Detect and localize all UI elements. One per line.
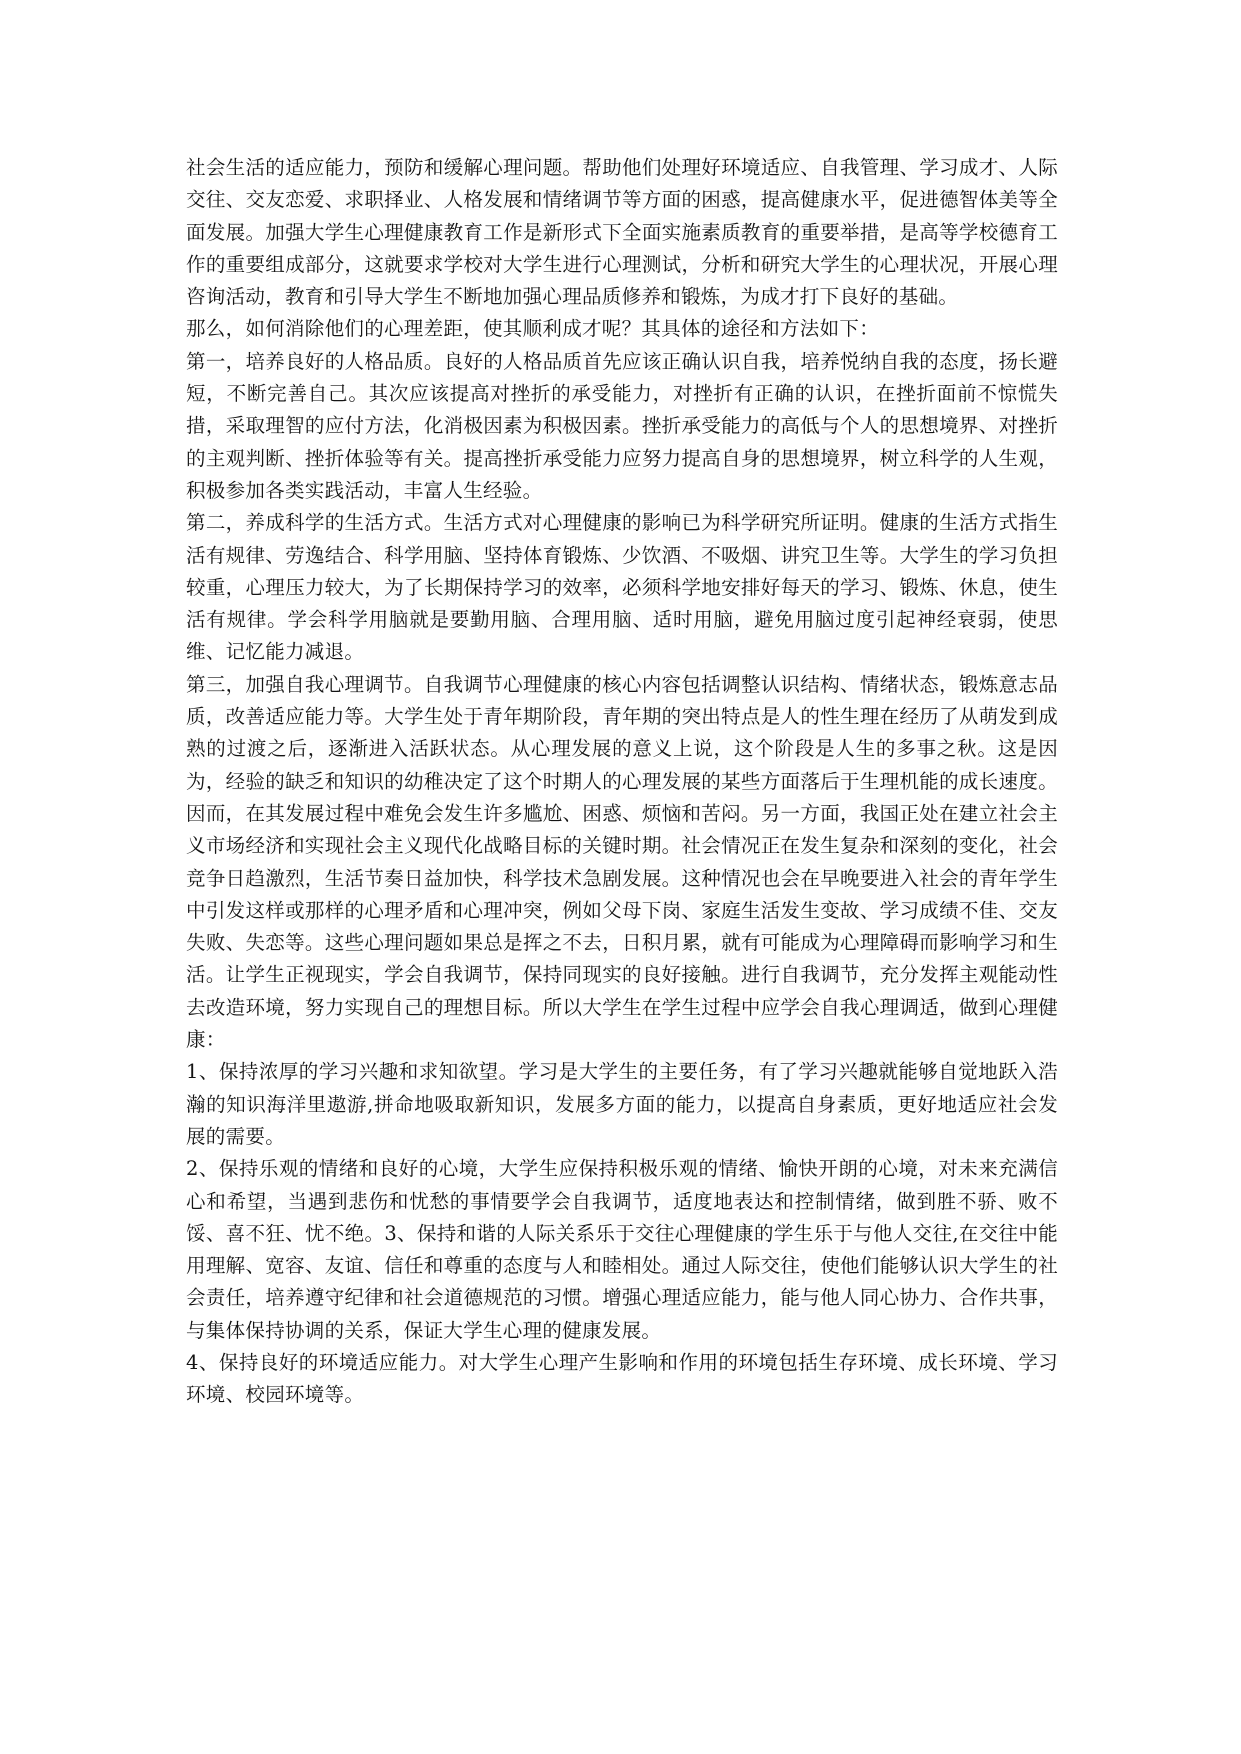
body-text (186, 152, 1058, 1412)
paragraph-item-2-3: 2、保持乐观的情绪和良好的心境，大学生应保持积极乐观的情绪、愉快开朗的心境，对未来充满信心和希望，当遇到悲伤和忧愁的事情要学会自我调节，适度地表达和控制情绪，做到胜不骄、败不馁、喜不狂、忧不绝。3、保持和谐的人际关系乐于交往心理健康的学生乐于与他人交往,在交往中能用理解、宽容、友谊、信任和尊重的态度与人和睦相处。通过人际交往，使他们能够认识大学生的社会责任，培养遵守纪律和社会道德规范的习惯。增强心理适应能力，能与他人同心协力、合作共事，与集体保持协调的关系，保证大学生心理的健康发展。 (186, 1157, 1058, 1342)
paragraph-first: 第一，培养良好的人格品质。良好的人格品质首先应该正确认识自我，培养悦纳自我的态度，扬长避短，不断完善自己。其次应该提高对挫折的承受能力，对挫折有正确的认识，在挫折面前不惊慌失措，采取理智的应付方法，化消极因素为积极因素。挫折承受能力的高低与个人的思想境界、对挫折的主观判断、挫折体验等有关。提高挫折承受能力应努力提高自身的思想境界，树立科学的人生观，积极参加各类实践活动，丰富人生经验。 (186, 349, 1058, 502)
paragraph-question: 那么，如何消除他们的心理差距，使其顺利成才呢？其具体的途径和方法如下： (186, 317, 880, 341)
paragraph-intro: 社会生活的适应能力，预防和缓解心理问题。帮助他们处理好环境适应、自我管理、学习成才、人际交往、交友恋爱、求职择业、人格发展和情绪调节等方面的困惑，提高健康水平，促进德智体美等全面发展。加强大学生心理健康教育工作是新形式下全面实施素质教育的重要举措，是高等学校德育工作的重要组成部分，这就要求学校对大学生进行心理测试，分析和研究大学生的心理状况，开展心理咨询活动，教育和引导大学生不断地加强心理品质修养和锻炼，为成才打下良好的基础。 (186, 156, 1058, 309)
paragraph-second: 第二，养成科学的生活方式。生活方式对心理健康的影响已为科学研究所证明。健康的生活方式指生活有规律、劳逸结合、科学用脑、坚持体育锻炼、少饮酒、不吸烟、讲究卫生等。大学生的学习负担较重，心理压力较大，为了长期保持学习的效率，必须科学地安排好每天的学习、锻炼、休息，使生活有规律。学会科学用脑就是要勤用脑、合理用脑、适时用脑，避免用脑过度引起神经衰弱，使思维、记忆能力减退。 (186, 511, 1058, 664)
paragraph-third: 第三，加强自我心理调节。自我调节心理健康的核心内容包括调整认识结构、情绪状态，锻炼意志品质，改善适应能力等。大学生处于青年期阶段，青年期的突出特点是人的性生理在经历了从萌发到成熟的过渡之后，逐渐进入活跃状态。从心理发展的意义上说，这个阶段是人生的多事之秋。这是因为，经验的缺乏和知识的幼稚决定了这个时期人的心理发展的某些方面落后于生理机能的成长速度。因而，在其发展过程中难免会发生许多尴尬、困惑、烦恼和苦闷。另一方面，我国正处在建立社会主义市场经济和实现社会主义现代化战略目标的关键时期。社会情况正在发生复杂和深刻的变化，社会竞争日趋激烈，生活节奏日益加快，科学技术急剧发展。这种情况也会在早晚要进入社会的青年学生中引发这样或那样的心理矛盾和心理冲突，例如父母下岗、家庭生活发生变故、学习成绩不佳、交友失败、失恋等。这些心理问题如果总是挥之不去，日积月累，就有可能成为心理障碍而影响学习和生活。让学生正视现实，学会自我调节，保持同现实的良好接触。进行自我调节，充分发挥主观能动性去改造环境，努力实现自己的理想目标。所以大学生在学生过程中应学会自我心理调适，做到心理健康： (186, 672, 1058, 1052)
paragraph-item-4: 4、保持良好的环境适应能力。对大学生心理产生影响和作用的环境包括生存环境、成长环境、学习环境、校园环境等。 (186, 1350, 1058, 1407)
paragraph-item-1: 1、保持浓厚的学习兴趣和求知欲望。学习是大学生的主要任务，有了学习兴趣就能够自觉地跃入浩瀚的知识海洋里遨游,拼命地吸取新知识，发展多方面的能力，以提高自身素质，更好地适应社会发展的需要。 (186, 1060, 1058, 1148)
